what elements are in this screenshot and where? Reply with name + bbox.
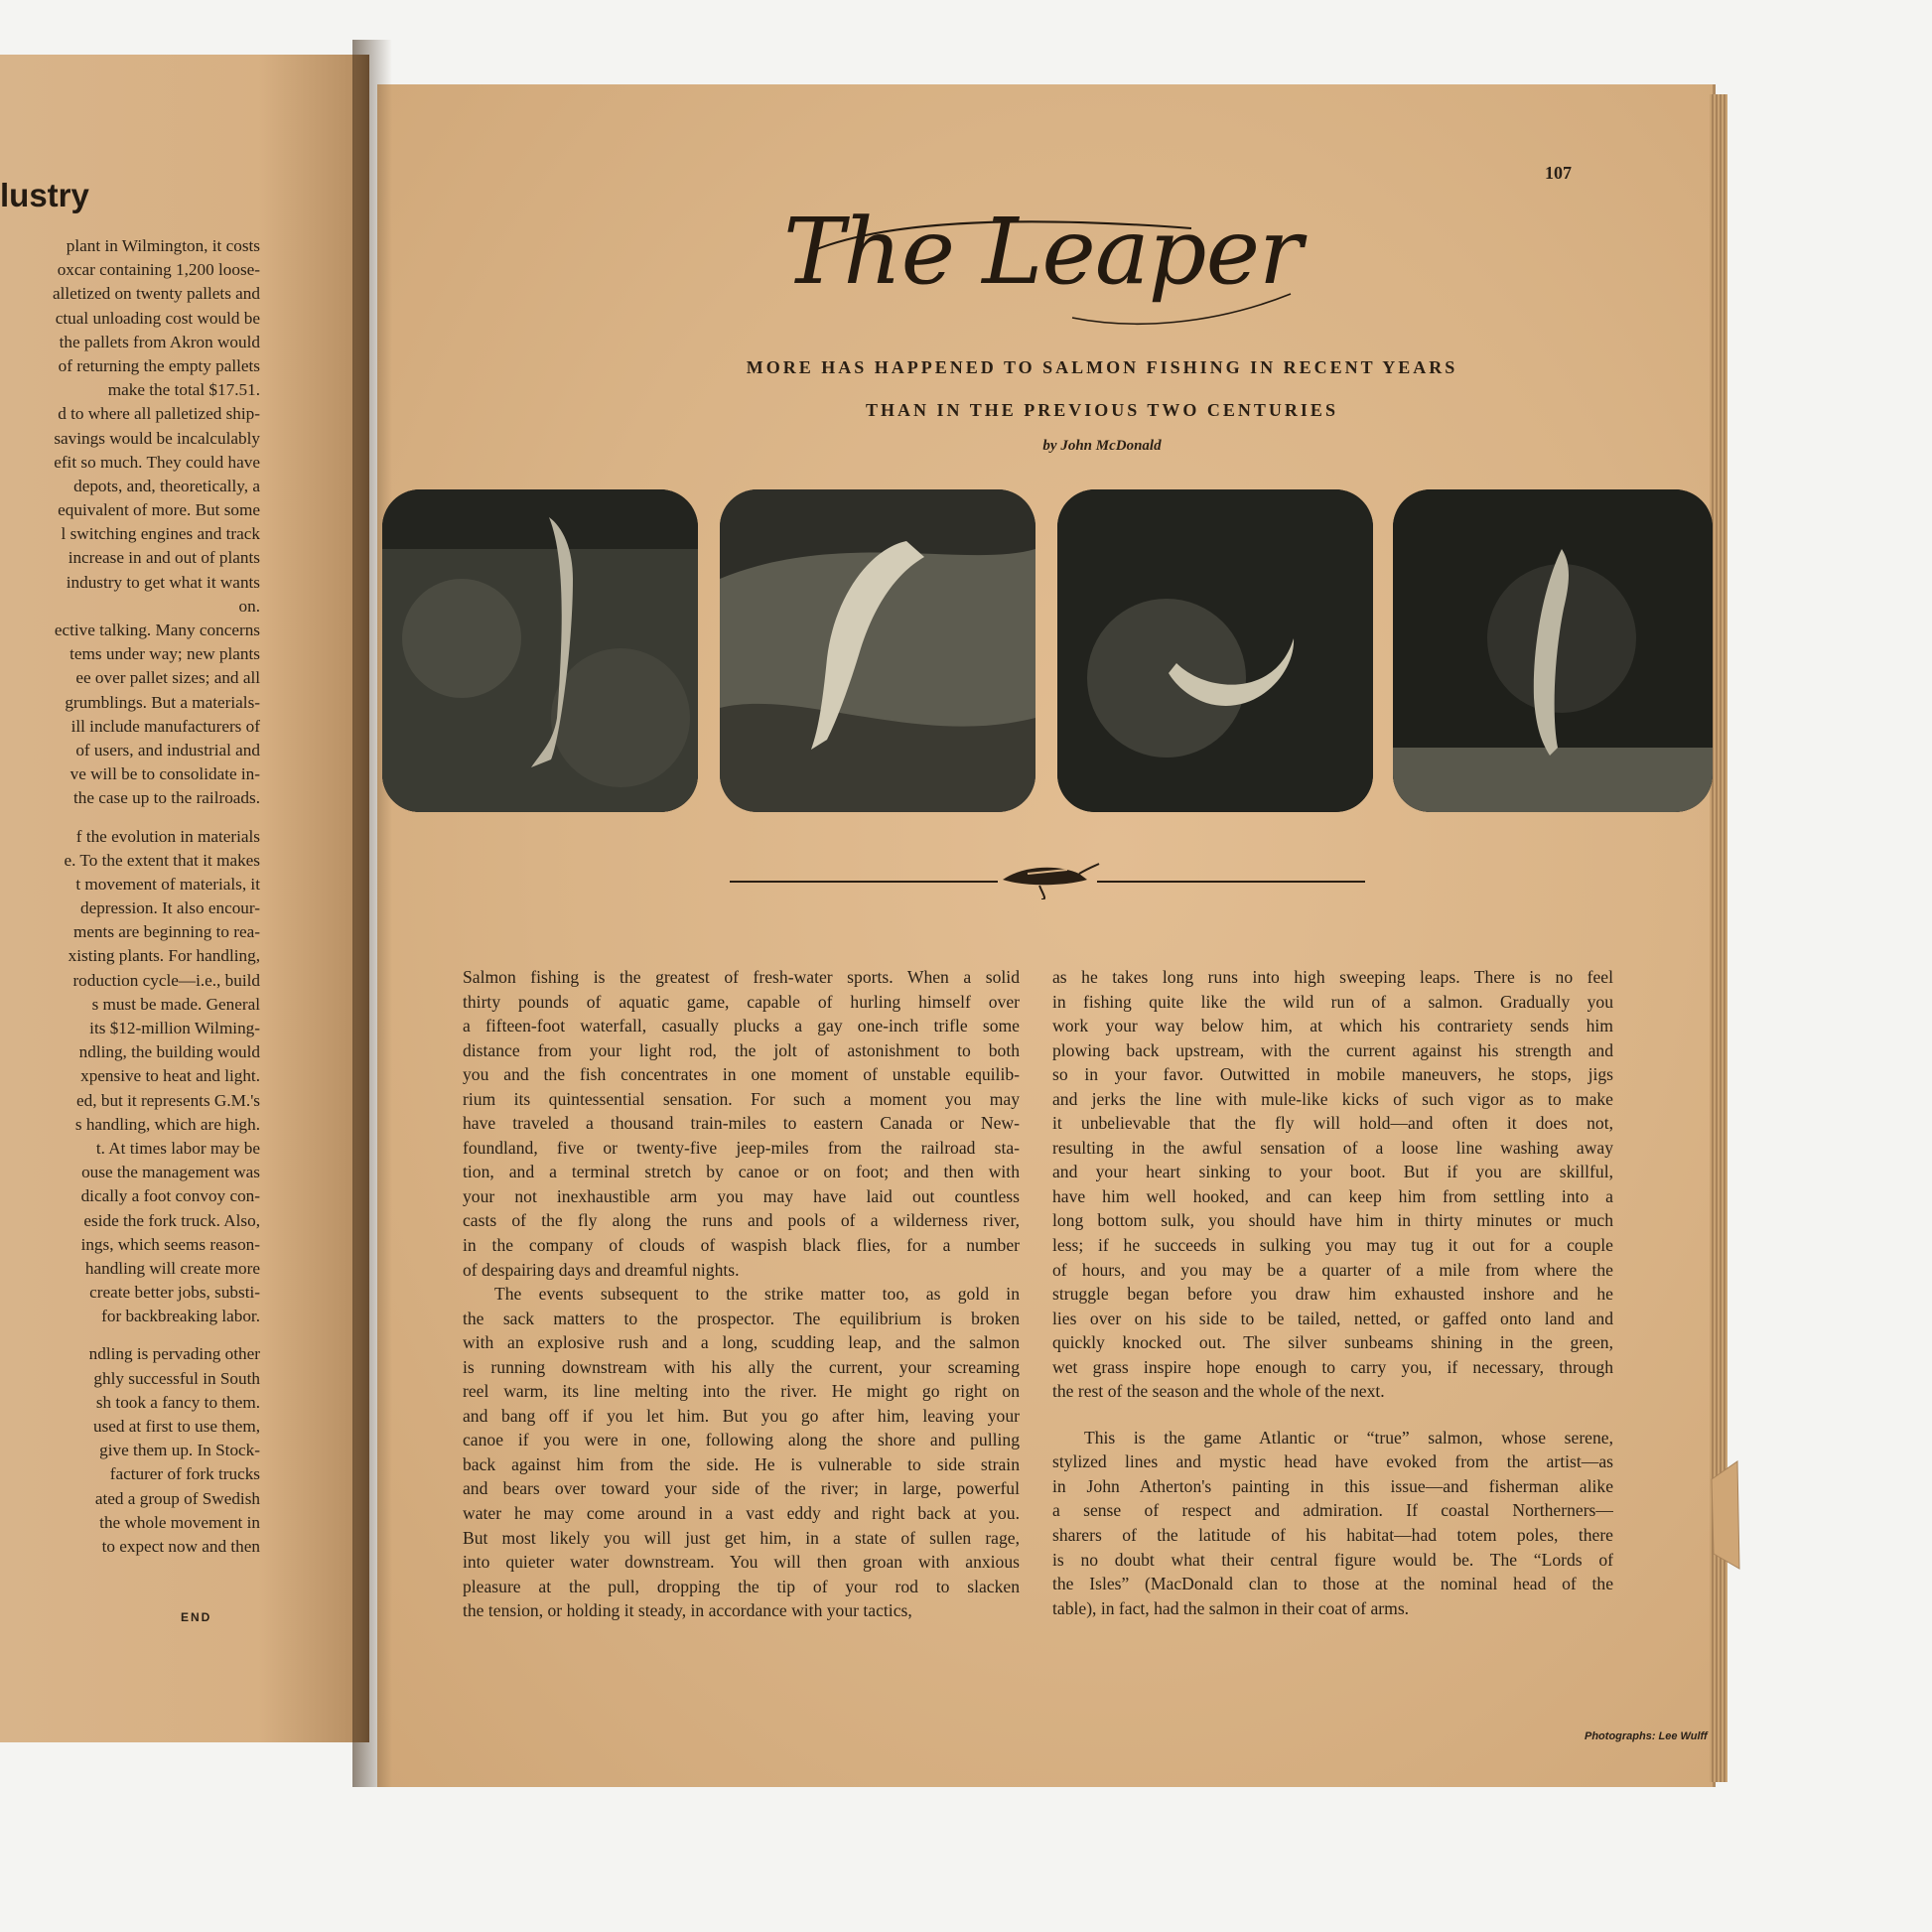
text-line: sh took a fancy to them. [95,1392,260,1412]
text-line: But most likely you will just get him, in a state of sullen rage, [463,1527,1020,1548]
text-line: the sack matters to the prospector. The equilibrium is broken [463,1308,1020,1328]
text-line: casts of the fly along the runs and pools of a wilderness river, [463,1210,1020,1231]
byline: by John McDonald [1042,438,1162,454]
text-line: distance from your light rod, the jolt of astonishment to both [463,1039,1020,1060]
text-line: industry to get what it wants [66,572,260,592]
text-line: canoe if you were in one, following along the shore and pulling [463,1430,1020,1450]
text-line: t. At times labor may be [95,1138,260,1158]
text-line: handling will create more [84,1258,260,1278]
text-line: tems under way; new plants [69,644,260,664]
subtitle-line-2: THAN IN THE PREVIOUS TWO CENTURIES [866,400,1338,420]
text-line: Salmon fishing is the greatest of fresh-water sports. When a solid [463,967,1020,987]
text-line: plowing back upstream, with the current against his strength and [1052,1039,1613,1060]
text-line: the tension, or holding it steady, in accordance with your tactics, [463,1600,912,1621]
text-line: oxcar containing 1,200 loose- [57,260,260,280]
text-line: xisting plants. For handling, [68,946,260,966]
text-line: ctual unloading cost would be [55,308,260,328]
text-line: ated a group of Swedish [94,1488,260,1508]
text-line: roduction cycle—i.e., build [72,970,260,990]
text-line: of despairing days and dreamful nights. [463,1259,740,1280]
text-line: the Isles” (MacDonald clan to those at the nominal head of the [1052,1574,1613,1594]
text-line: alletized on twenty pallets and [52,284,260,304]
text-line: e. To the extent that it makes [64,850,260,870]
text-line: so in your favor. Outwitted in mobile maneuvers, he stops, jigs [1052,1064,1613,1085]
text-line: you and the fish concentrates in one moment of unstable equilib- [463,1064,1020,1085]
text-line: resulting in the awful sensation of a loose line washing away [1052,1137,1613,1158]
text-line: a fifteen-foot waterfall, casually plucks a gay one-inch trifle some [463,1016,1020,1036]
text-line: stylized lines and mystic head have evoked from the artist—as [1052,1451,1613,1472]
leaping-salmon-photo-3 [1057,489,1373,812]
text-line: create better jobs, substi- [89,1283,260,1303]
text-line: f the evolution in materials [75,826,260,846]
text-line: eside the fork truck. Also, [83,1210,260,1230]
text-line: and your heart sinking to your boot. But if you are skillful, [1052,1162,1613,1182]
text-line: savings would be incalculably [54,428,260,448]
text-line: back against him from the side. He is vulnerable to side strain [463,1453,1020,1474]
folded-corner-tab [1710,1459,1749,1579]
text-line: ed, but it represents G.M.'s [76,1090,260,1110]
text-line: the whole movement in [99,1512,260,1532]
text-line: it unbelievable that the fly will hold—and often it does not, [1052,1113,1613,1134]
text-line: used at first to use them, [92,1417,260,1436]
text-line: ective talking. Many concerns [54,621,260,639]
text-line: ghly successful in South [93,1368,260,1388]
text-line: ee over pallet sizes; and all [75,668,260,688]
text-line: dically a foot convoy con- [80,1186,260,1206]
text-line: less; if he succeeds in sulking you may tug it out for a couple [1052,1235,1613,1256]
text-line: of hours, and you may be a quarter of a mile from where the [1052,1259,1613,1280]
text-line: in the company of clouds of waspish black flies, for a number [463,1235,1020,1256]
text-line: grumblings. But a materials- [65,692,260,712]
text-line: and jerks the line with mule-like kicks of such vigor as to make [1052,1088,1613,1109]
text-line: efit so much. They could have [54,452,260,472]
text-line: have him well hooked, and can keep him from settling into a [1052,1185,1613,1206]
text-line: wet grass inspire hope enough to carry you, if necessary, through [1052,1356,1613,1377]
paragraph-gap [0,1328,260,1342]
text-line: ndling, the building would [78,1042,260,1062]
text-line: The events subsequent to the strike matter too, as gold in [494,1284,1020,1305]
text-line: facturer of fork trucks [109,1464,260,1484]
text-line: quickly knocked out. The silver sunbeams shining in the green, [1052,1332,1613,1353]
book-gutter-shadow [352,40,392,1787]
text-line: for backbreaking labor. [101,1307,260,1326]
leaping-salmon-photo-4 [1393,489,1713,812]
text-line: make the total $17.51. [107,380,260,400]
paragraph-gap [1052,1404,1613,1426]
text-line: into quieter water downstream. You will then groan with anxious [463,1552,1020,1573]
text-line: equivalent of more. But some [58,500,260,520]
text-line: of users, and industrial and [75,740,260,759]
text-line: on. [238,596,260,616]
text-line: reel warm, its line melting into the river. He might go right on [463,1381,1020,1402]
text-line: long bottom sulk, you should have him in thirty minutes or much [1052,1210,1613,1231]
text-line: give them up. In Stock- [99,1441,260,1460]
text-line: and bears over toward your side of the river; in large, powerful [463,1478,1020,1499]
text-line: xpensive to heat and light. [80,1066,260,1086]
text-line: plant in Wilmington, it costs [66,236,260,255]
text-line: thirty pounds of aquatic game, capable of hurling himself over [463,991,1020,1012]
leaping-salmon-photo-2 [720,489,1035,812]
text-line: a sense of respect and admiration. If coastal Northerners— [1052,1500,1613,1521]
text-line: the rest of the season and the whole of the next. [1052,1381,1385,1402]
left-article-column [0,234,260,1559]
text-line: table), in fact, had the salmon in their coat of arms. [1052,1597,1410,1618]
text-line: t movement of materials, it [75,874,260,894]
text-line: ouse the management was [81,1163,260,1182]
text-line: s handling, which are high. [74,1114,260,1134]
article-column-left [463,965,1020,1623]
photo-credit: Photographs: Lee Wulff [1585,1730,1708,1742]
text-line: as he takes long runs into high sweeping leaps. There is no feel [1052,967,1613,987]
text-line: and bang off if you let him. But you go after him, leaving your [463,1405,1020,1426]
text-line: tion, and a terminal stretch by canoe or on foot; and then with [463,1162,1020,1182]
page-number: 107 [1545,163,1572,183]
text-line: in John Atherton's painting in this issue—and fisherman alike [1052,1475,1613,1496]
text-line: increase in and out of plants [68,548,260,568]
text-line: have traveled a thousand train-miles to eastern Canada or New- [463,1113,1020,1134]
salmon-fly-icon [730,860,1365,899]
text-line: its $12-million Wilming- [89,1019,260,1037]
text-line: is no doubt what their central figure would be. The “Lords of [1052,1549,1613,1570]
text-line: the case up to the railroads. [72,788,260,808]
text-line: pleasure at the pull, dropping the tip of your rod to slacken [463,1576,1020,1596]
text-line: ments are beginning to rea- [72,922,260,942]
text-line: depots, and, theoretically, a [73,476,260,495]
article-title: The Leaper [782,199,1302,305]
text-line: This is the game Atlantic or “true” salmon, whose serene, [1084,1427,1613,1448]
text-line: s must be made. General [91,994,260,1014]
text-line: your not inexhaustible arm you may have laid out countless [463,1185,1020,1206]
text-line: foundland, five or twenty-five jeep-miles from the railroad sta- [463,1137,1020,1158]
text-line: depression. It also encour- [79,898,260,918]
text-line: ve will be to consolidate in- [69,764,260,784]
leaping-salmon-photo-1 [382,489,698,812]
text-line: ndling is pervading other [88,1344,260,1364]
text-line: to expect now and then [101,1536,260,1556]
text-line: with an explosive rush and a long, scudding leap, and the salmon [463,1332,1020,1353]
paragraph-gap [0,811,260,825]
text-line: ill include manufacturers of [70,716,260,736]
article-column-right [1052,965,1613,1620]
text-line: d to where all palletized ship- [58,404,260,424]
text-line: sharers of the latitude of his habitat—had totem poles, there [1052,1525,1613,1546]
text-line: of returning the empty pallets [58,355,260,375]
text-line: work your way below him, at which his contrariety sends him [1052,1016,1613,1036]
left-article-heading: lustry [0,177,89,213]
text-line: is running downstream with his ally the current, your screaming [463,1356,1020,1377]
text-line: struggle began before you draw him exhausted inshore and he [1052,1284,1613,1305]
text-line: ings, which seems reason- [80,1234,260,1254]
subtitle-line-1: MORE HAS HAPPENED TO SALMON FISHING IN RECENT YEARS [746,357,1458,377]
text-line: l switching engines and track [61,524,260,544]
text-line: lies over on his side to be tailed, netted, or gaffed onto land and [1052,1308,1613,1328]
text-line: rium its quintessential sensation. For such a moment you may [463,1088,1020,1109]
text-line: in fishing quite like the wild run of a salmon. Gradually you [1052,991,1613,1012]
end-mark: END [181,1610,212,1624]
text-line: the pallets from Akron would [59,332,260,351]
text-line: water he may come around in a vast eddy and right back at you. [463,1503,1020,1524]
